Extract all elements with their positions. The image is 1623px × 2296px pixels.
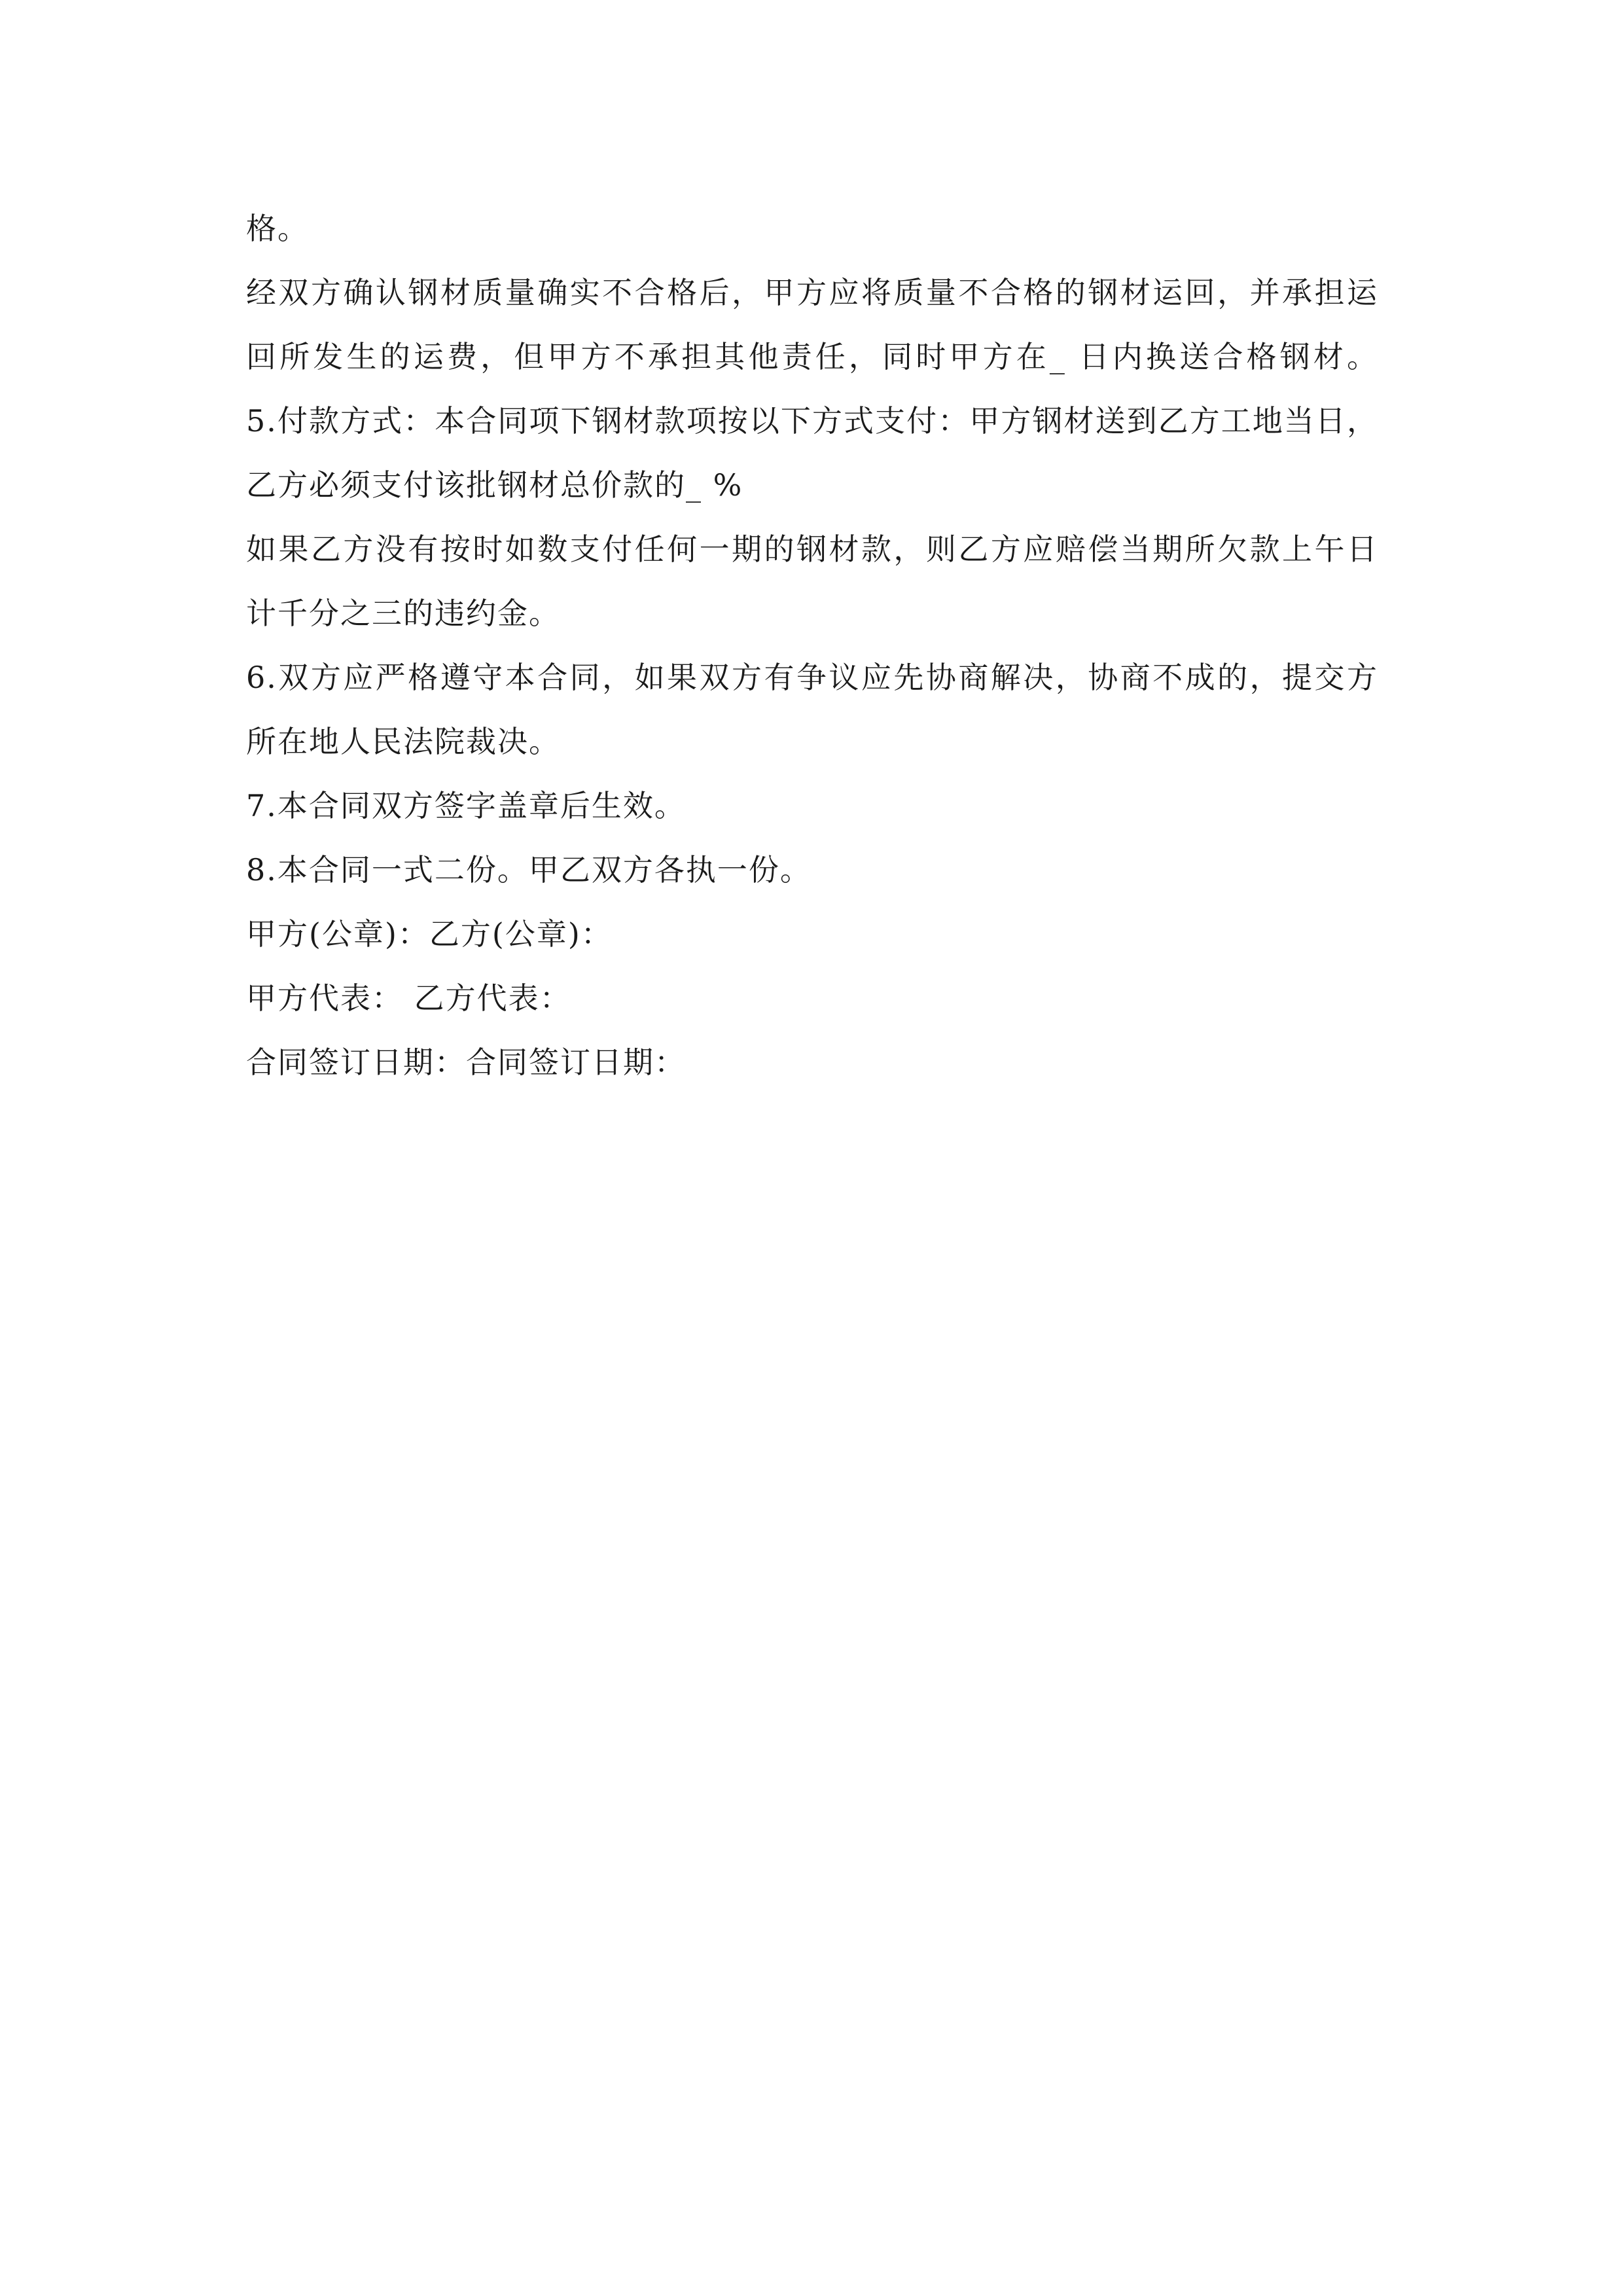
document-body xyxy=(246,196,1378,1094)
signature-line-seal: 甲方(公章)：乙方(公章)： xyxy=(246,916,613,952)
text-line: 如果乙方没有按时如数支付任何一期的钢材款，则乙方应赔偿当期所欠款上午日 xyxy=(246,531,1378,567)
text-line: 格。 xyxy=(246,211,309,246)
text-line: 5.付款方式：本合同项下钢材款项按以下方式支付：甲方钢材送到乙方工地当日， xyxy=(246,403,1378,439)
text-line: 回所发生的运费，但甲方不承担其他责任，同时甲方在_ 日内换送合格钢材。 xyxy=(246,339,1378,374)
text-line: 所在地人民法院裁决。 xyxy=(246,724,560,759)
text-line: 8.本合同一式二份。甲乙双方各执一份。 xyxy=(246,852,812,888)
text-line: 6.双方应严格遵守本合同，如果双方有争议应先协商解决，协商不成的，提交方 xyxy=(246,660,1378,695)
text-line: 7.本合同双方签字盖章后生效。 xyxy=(246,788,686,823)
signature-line-representative: 甲方代表： 乙方代表： xyxy=(246,980,571,1016)
signature-line-date: 合同签订日期：合同签订日期： xyxy=(246,1045,686,1080)
text-line: 乙方必须支付该批钢材总价款的_ % xyxy=(246,467,743,503)
text-line: 经双方确认钢材质量确实不合格后，甲方应将质量不合格的钢材运回，并承担运 xyxy=(246,275,1378,310)
text-line: 计千分之三的违约金。 xyxy=(246,596,560,631)
